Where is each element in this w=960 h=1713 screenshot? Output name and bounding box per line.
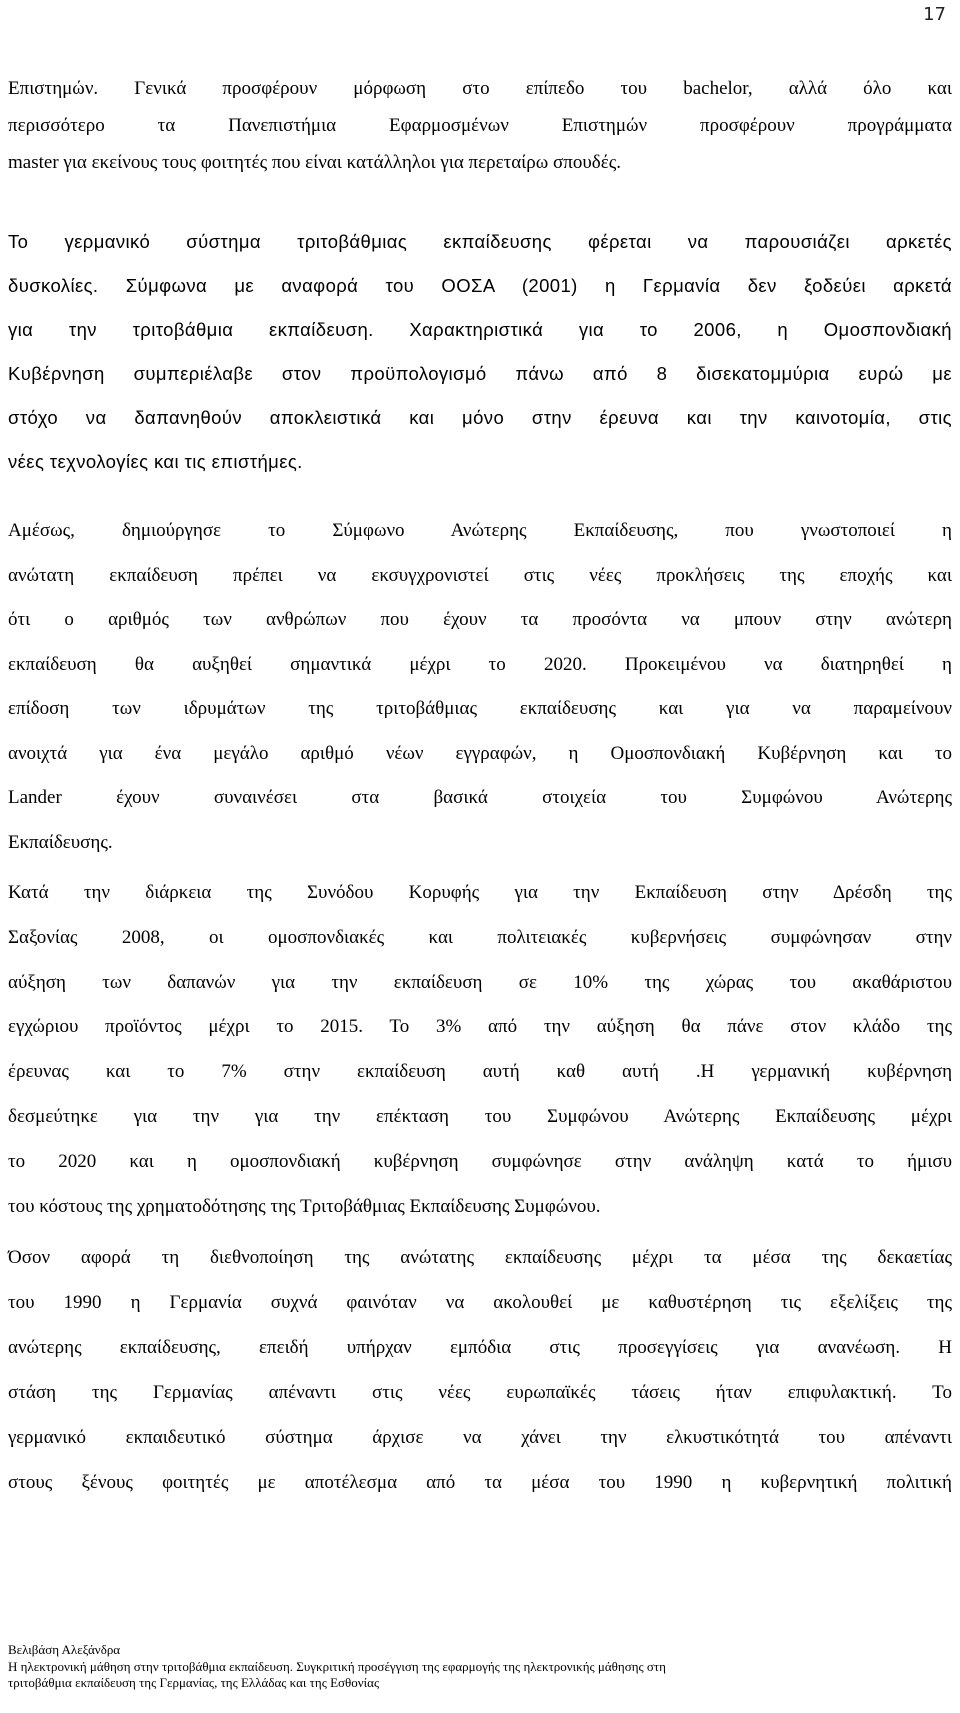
text-line: εγχώριου προϊόντος μέχρι το 2015. Το 3% από την αύξηση θα πάνε στον κλάδο της	[8, 1016, 952, 1038]
text-line: του 1990 η Γερμανία συχνά φαινόταν να ακολουθεί με καθυστέρηση τις εξελίξεις της	[8, 1292, 952, 1313]
text-line: για την τριτοβάθμια εκπαίδευση. Χαρακτηριστικά για το 2006, η Ομοσπονδιακή	[8, 319, 952, 340]
text-line: έρευνας και το 7% στην εκπαίδευση αυτή καθ αυτή .Η γερμανική κυβέρνηση	[8, 1061, 952, 1083]
footer-author: Βελιβάση Αλεξάνδρα	[8, 1642, 121, 1657]
text-line: Όσον αφορά τη διεθνοποίηση της ανώτατης εκπαίδευσης μέχρι τα μέσα της δεκαετίας	[8, 1247, 952, 1268]
text-line: στάση της Γερμανίας απέναντι στις νέες ευρωπαϊκές τάσεις ήταν επιφυλακτική. Το	[8, 1382, 952, 1403]
text-line: του κόστους της χρηματοδότησης της Τριτοβάθμιας Εκπαίδευσης Συμφώνου.	[8, 1195, 601, 1217]
text-line: περισσότερο τα Πανεπιστήμια Εφαρμοσμένων Επιστημών προσφέρουν προγράμματα	[8, 115, 952, 136]
text-line: Lander έχουν συναινέσει στα βασικά στοιχεία του Συμφώνου Ανώτερης	[8, 787, 952, 808]
text-line: αύξηση των δαπανών για την εκπαίδευση σε 10% της χώρας του ακαθάριστου	[8, 971, 952, 993]
text-line: το 2020 και η ομοσπονδιακή κυβέρνηση συμφώνησε στην ανάληψη κατά το ήμισυ	[8, 1150, 952, 1172]
text-line: ανώτερης εκπαίδευσης, επειδή υπήρχαν εμπόδια στις προσεγγίσεις για ανανέωση. Η	[8, 1337, 952, 1358]
text-line: Το γερμανικό σύστημα τριτοβάθμιας εκπαίδευσης φέρεται να παρουσιάζει αρκετές	[8, 231, 952, 252]
page-number: 17	[923, 4, 946, 25]
page-footer	[8, 1642, 952, 1692]
text-line: ότι ο αριθμός των ανθρώπων που έχουν τα προσόντα να μπουν στην ανώτερη	[8, 609, 952, 630]
text-line: επίδοση των ιδρυμάτων της τριτοβάθμιας εκπαίδευσης και για να παραμείνουν	[8, 698, 952, 719]
paragraph-4	[8, 871, 952, 1229]
text-line: Σαξονίας 2008, οι ομοσπονδιακές και πολιτειακές κυβερνήσεις συμφώνησαν στην	[8, 926, 952, 948]
text-line: Επιστημών. Γενικά προσφέρουν μόρφωση στο επίπεδο του bachelor, αλλά όλο και	[8, 78, 952, 99]
text-line: Κυβέρνηση συμπεριέλαβε στον προϋπολογισμό πάνω από 8 δισεκατομμύρια ευρώ με	[8, 363, 952, 384]
footer-title-line: Η ηλεκτρονική μάθηση στην τριτοβάθμια εκπαίδευση. Συγκριτική προσέγγιση της εφαρμογής της ηλεκτρονικής μάθησης στη	[8, 1658, 666, 1674]
text-line: Εκπαίδευσης.	[8, 831, 113, 853]
text-line: εκπαίδευση θα αυξηθεί σημαντικά μέχρι το 2020. Προκειμένου να διατηρηθεί η	[8, 653, 952, 675]
paragraph-2	[8, 220, 952, 484]
text-line: στους ξένους φοιτητές με αποτέλεσμα από τα μέσα του 1990 η κυβερνητική πολιτική	[8, 1472, 952, 1493]
text-line: δυσκολίες. Σύμφωνα με αναφορά του ΟΟΣΑ (2001) η Γερμανία δεν ξοδεύει αρκετά	[8, 275, 952, 296]
text-line: Αμέσως, δημιούργησε το Σύμφωνο Ανώτερης Εκπαίδευσης, που γνωστοποιεί η	[8, 520, 952, 541]
paragraph-3	[8, 509, 952, 865]
text-line: στόχο να δαπανηθούν αποκλειστικά και μόνο στην έρευνα και την καινοτομία, στις	[8, 407, 952, 428]
text-line: Κατά την διάρκεια της Συνόδου Κορυφής για την Εκπαίδευση στην Δρέσδη της	[8, 882, 952, 903]
text-line: γερμανικό εκπαιδευτικό σύστημα άρχισε να χάνει την ελκυστικότητά του απέναντι	[8, 1427, 952, 1448]
text-line: ανοιχτά για ένα μεγάλο αριθμό νέων εγγραφών, η Ομοσπονδιακή Κυβέρνηση και το	[8, 742, 952, 764]
text-line: master για εκείνους τους φοιτητές που είναι κατάλληλοι για περεταίρω σπουδές.	[8, 152, 621, 173]
text-line: δεσμεύτηκε για την για την επέκταση του Συμφώνου Ανώτερης Εκπαίδευσης μέχρι	[8, 1105, 952, 1127]
text-line: νέες τεχνολογίες και τις επιστήμες.	[8, 451, 303, 472]
paragraph-1	[8, 70, 952, 181]
paragraph-5	[8, 1235, 952, 1505]
footer-title-line: τριτοβάθμια εκπαίδευση της Γερμανίας, της Ελλάδας και της Εσθονίας	[8, 1675, 380, 1691]
text-line: ανώτατη εκπαίδευση πρέπει να εκσυγχρονιστεί στις νέες προκλήσεις της εποχής και	[8, 564, 952, 586]
